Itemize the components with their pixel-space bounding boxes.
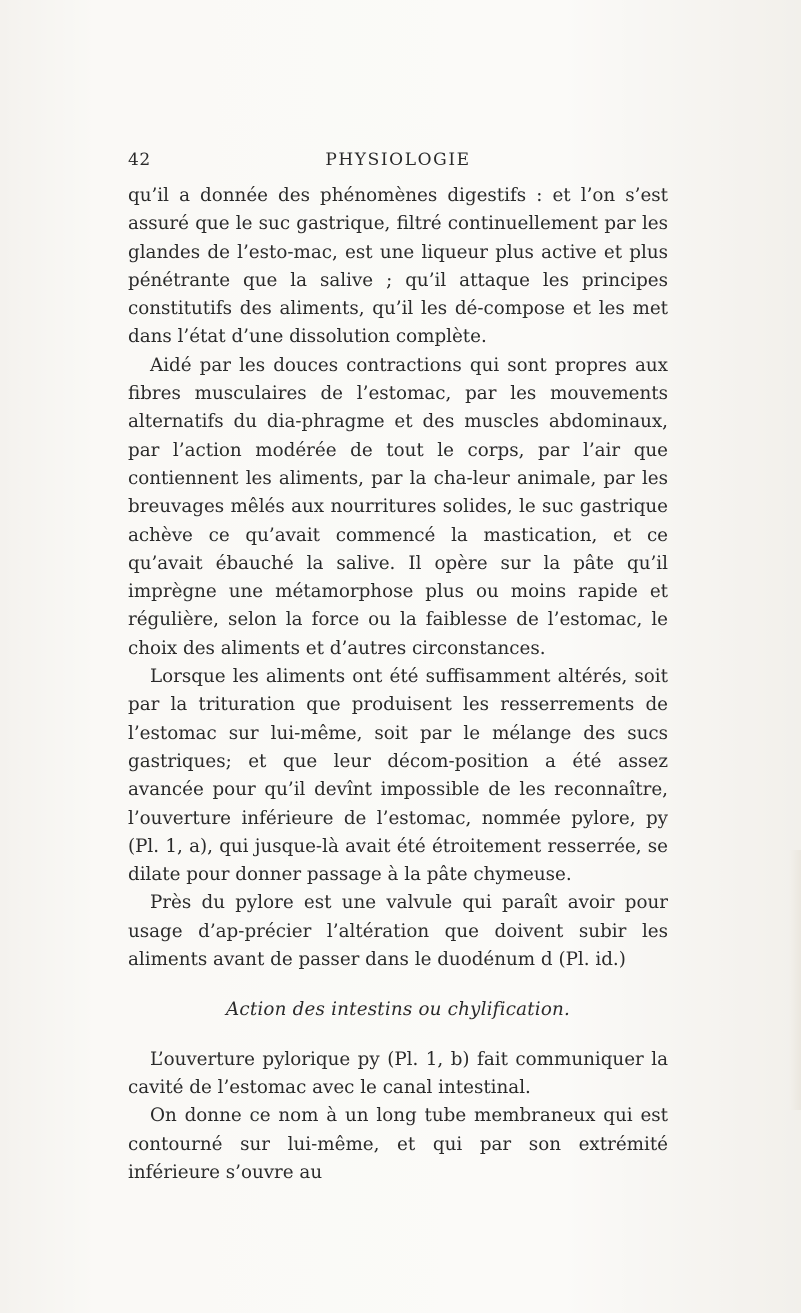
page-edge-shadow [789, 850, 801, 1110]
body-text [128, 182, 668, 1187]
paragraph-pyloric-opening: L’ouverture pylorique py (Pl. 1, b) fait communiquer la cavité de l’estomac avec le canal intestinal. [128, 1048, 668, 1098]
paragraph-pylorus-valve: Près du pylore est une valvule qui paraît avoir pour usage d’ap-précier l’altération que doivent subir les aliments avant de passer dans le duodénum d (Pl. id.) [128, 892, 668, 971]
section-title: Action des intestins ou chylification. [225, 999, 571, 1021]
paragraph-gastric-action: Aidé par les douces contractions qui sont propres aux fibres musculaires de l’estomac, par les mouvements alternatifs du dia-phragme et des muscles abdominaux, par l’action modérée de tout le corps, par l’air que contiennent les aliments, par la cha-leur animale, par les breuvages mêlés aux nourritures solides, le suc gastrique achève ce qu’avait commencé la mastication, et ce qu’avait ébauché la salive. Il opère sur la pâte qu’il imprègne une métamorphose plus ou moins rapide et régulière, selon la force ou la faiblesse de l’estomac, le choix des aliments et d’autres circonstances. [128, 354, 668, 659]
page-number: 42 [128, 150, 151, 170]
paragraph-pylorus-opening: Lorsque les aliments ont été suffisamment altérés, soit par la trituration que produisent les resserrements de l’estomac sur lui-même, soit par le mélange des sucs gastriques; et que leur décom-position a été assez avancée pour qu’il devînt impossible de les reconnaître, l’ouverture inférieure de l’estomac, nommée pylore, py (Pl. 1, a), qui jusque-là avait été étroitement resserrée, se dilate pour donner passage à la pâte chymeuse. [128, 666, 668, 886]
page-header [128, 150, 668, 178]
paragraph-digestive-phenomena: qu’il a donnée des phénomènes digestifs : et l’on s’est assuré que le suc gastrique, filtré continuellement par les glandes de l’esto-mac, est une liqueur plus active et plus pénétrante que la salive ; qu’il attaque les principes constitutifs des aliments, qu’il les dé-compose et les met dans l’état d’une dissolution complète. [128, 185, 668, 348]
running-title: PHYSIOLOGIE [325, 150, 471, 170]
paragraph-intestinal-tube: On donne ce nom à un long tube membraneux qui est contourné sur lui-même, et qui par son extrémité inférieure s’ouvre au [128, 1105, 668, 1183]
